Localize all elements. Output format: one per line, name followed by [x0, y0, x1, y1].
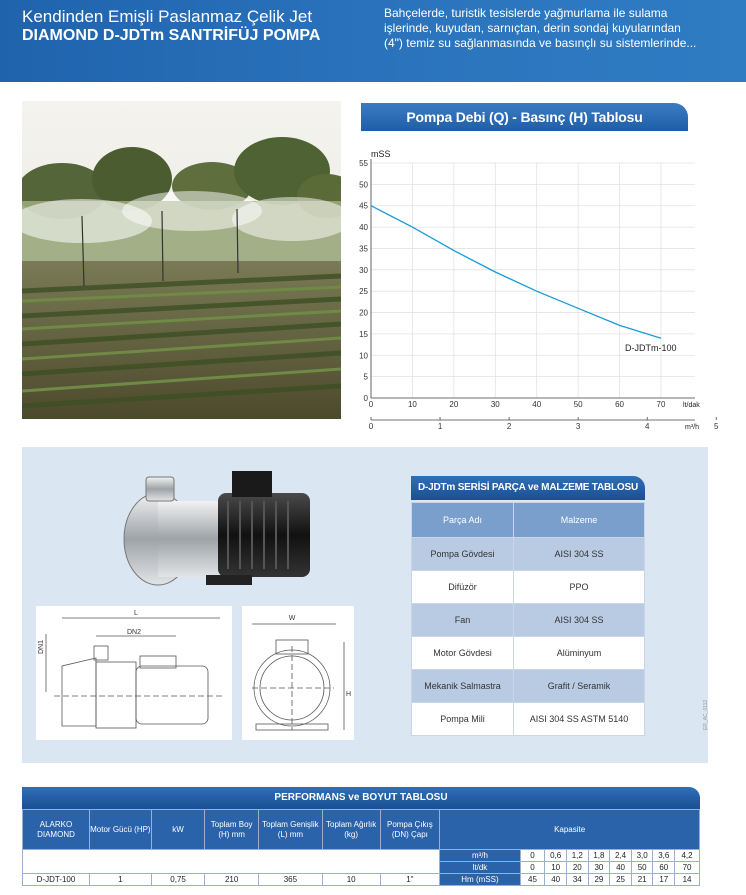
table-cell: 1,8	[588, 850, 610, 862]
table-cell: Fan	[412, 604, 514, 637]
dim-label-h: H	[346, 691, 352, 698]
table-cell: 2,4	[610, 850, 632, 862]
x-tick-label-top: 40	[532, 400, 542, 409]
materials-table	[411, 502, 645, 736]
x-axis-label-bottom: m³/h	[685, 424, 699, 431]
x-tick-label-top: 10	[407, 400, 417, 409]
series-line-d-jdtm-100	[371, 206, 661, 339]
table-row	[412, 503, 645, 538]
table-cell: 0	[520, 862, 545, 874]
header-desc-line: (4") temiz su sağlanmasında ve basınçlı su sistemlerinde...	[384, 36, 697, 50]
table-row	[412, 604, 645, 637]
table-row	[412, 571, 645, 604]
column-header: Toplam Genişlik (L) mm	[258, 810, 322, 850]
sprinkler-field-photo	[22, 101, 341, 419]
row-header: m³/h	[440, 850, 520, 862]
x-tick-label-bottom: 5	[714, 422, 719, 431]
table-cell: Pompa Mili	[412, 703, 514, 736]
header-desc-line: Bahçelerde, turistik tesislerde yağmurlama ile sulama	[384, 6, 668, 20]
x-tick-label-bottom: 3	[575, 422, 581, 431]
x-tick-label-top: 30	[490, 400, 500, 409]
header-title-line2: DIAMOND D-JDTm SANTRİFÜJ POMPA	[22, 27, 321, 44]
performance-table	[22, 809, 700, 886]
table-cell: 10	[545, 862, 567, 874]
y-tick-label: 55	[359, 159, 368, 168]
x-tick-label-top: 0	[368, 400, 374, 409]
table-cell: 10	[322, 874, 380, 886]
y-tick-label: 45	[359, 201, 368, 211]
table-cell: Pompa Gövdesi	[412, 538, 514, 571]
column-header: Parça Adı	[412, 503, 514, 538]
x-tick-label-bottom: 1	[437, 422, 443, 431]
y-tick-label: 20	[359, 308, 368, 318]
technical-drawing-front	[242, 606, 354, 740]
table-cell: Difüzör	[412, 571, 514, 604]
dim-label-l: L	[134, 610, 138, 617]
table-cell: Grafit / Seramik	[514, 670, 645, 703]
blank-cell	[23, 850, 440, 874]
table-cell: 34	[566, 874, 588, 886]
table-cell: 30	[588, 862, 610, 874]
table-cell: 17	[653, 874, 675, 886]
table-cell: 0,75	[151, 874, 205, 886]
column-header: Malzeme	[514, 503, 645, 538]
y-tick-label: 5	[363, 372, 368, 382]
table-cell: 50	[631, 862, 653, 874]
x-tick-label-top: 70	[656, 400, 666, 409]
y-tick-label: 35	[359, 244, 368, 254]
table-cell: 1"	[380, 874, 440, 886]
materials-table-title: D-JDTm SERİSİ PARÇA ve MALZEME TABLOSU	[411, 476, 645, 500]
table-row	[412, 703, 645, 736]
table-cell: 4,2	[675, 850, 700, 862]
x-tick-label-top: 60	[615, 400, 625, 409]
column-header: ALARKO DIAMOND	[23, 810, 90, 850]
table-cell: Motor Gövdesi	[412, 637, 514, 670]
dim-label-dn1: DN1	[38, 639, 45, 654]
table-cell: AISI 304 SS ASTM 5140	[514, 703, 645, 736]
y-tick-label: 40	[359, 223, 368, 233]
table-cell: 0,6	[545, 850, 567, 862]
x-tick-label-bottom: 2	[506, 422, 512, 431]
table-cell: 3,6	[653, 850, 675, 862]
table-cell: 29	[588, 874, 610, 886]
table-cell: 0	[520, 850, 545, 862]
x-tick-label-bottom: 0	[368, 422, 374, 431]
column-header: Toplam Ağırlık (kg)	[322, 810, 380, 850]
column-header-capacity: Kapasite	[440, 810, 700, 850]
table-cell: 20	[566, 862, 588, 874]
table-cell: 40	[545, 874, 567, 886]
y-axis-label: mSS	[371, 149, 391, 159]
x-tick-label-bottom: 4	[644, 422, 650, 431]
y-tick-label: 0	[363, 394, 368, 403]
table-cell: 1	[89, 874, 151, 886]
table-row	[412, 670, 645, 703]
column-header: Motor Gücü (HP)	[89, 810, 151, 850]
y-tick-label: 30	[359, 265, 368, 275]
x-tick-label-top: 50	[573, 400, 583, 409]
table-cell: 365	[258, 874, 322, 886]
table-cell: 60	[653, 862, 675, 874]
table-cell: 1,2	[566, 850, 588, 862]
document-code: ER_AC_0112	[703, 699, 709, 730]
y-tick-label: 10	[359, 351, 368, 361]
table-cell: 14	[675, 874, 700, 886]
table-cell: 70	[675, 862, 700, 874]
table-cell: Alüminyum	[514, 637, 645, 670]
table-cell: AISI 304 SS	[514, 604, 645, 637]
table-cell: AISI 304 SS	[514, 538, 645, 571]
table-cell: 45	[520, 874, 545, 886]
pump-photo	[118, 467, 328, 593]
table-row	[23, 850, 700, 862]
technical-drawing-side	[36, 606, 232, 740]
column-header: Toplam Boy (H) mm	[205, 810, 259, 850]
table-cell: 40	[610, 862, 632, 874]
x-tick-label-top: 20	[449, 400, 459, 409]
model-name: D-JDT-100	[23, 874, 90, 886]
header-description	[384, 6, 740, 51]
chart-title: Pompa Debi (Q) - Basınç (H) Tablosu	[361, 103, 688, 131]
series-label: D-JDTm-100	[625, 343, 677, 354]
column-header: kW	[151, 810, 205, 850]
column-header: Pompa Çıkış (DN) Çapı	[380, 810, 440, 850]
dim-label-w: W	[288, 615, 296, 622]
table-cell: 3,0	[631, 850, 653, 862]
performance-table-title: PERFORMANS ve BOYUT TABLOSU	[22, 787, 700, 809]
table-cell: 210	[205, 874, 259, 886]
table-row	[23, 874, 700, 886]
y-tick-label: 25	[359, 287, 368, 297]
row-header: Hm (mSS)	[440, 874, 520, 886]
row-header: lt/dk	[440, 862, 520, 874]
flow-pressure-chart	[350, 140, 746, 440]
x-axis-label-top: lt/dak	[683, 402, 700, 409]
table-cell: 25	[610, 874, 632, 886]
header-desc-line: işlerinde, kuyudan, sarnıçtan, derin sondaj kuyularından	[384, 21, 681, 35]
y-tick-label: 15	[359, 329, 368, 339]
dim-label-dn2: DN2	[126, 629, 142, 636]
header-title-line1: Kendinden Emişli Paslanmaz Çelik Jet	[22, 7, 313, 26]
table-cell: Mekanik Salmastra	[412, 670, 514, 703]
table-cell: 21	[631, 874, 653, 886]
table-row	[412, 538, 645, 571]
table-row	[412, 637, 645, 670]
y-tick-label: 50	[359, 180, 368, 190]
table-cell: PPO	[514, 571, 645, 604]
